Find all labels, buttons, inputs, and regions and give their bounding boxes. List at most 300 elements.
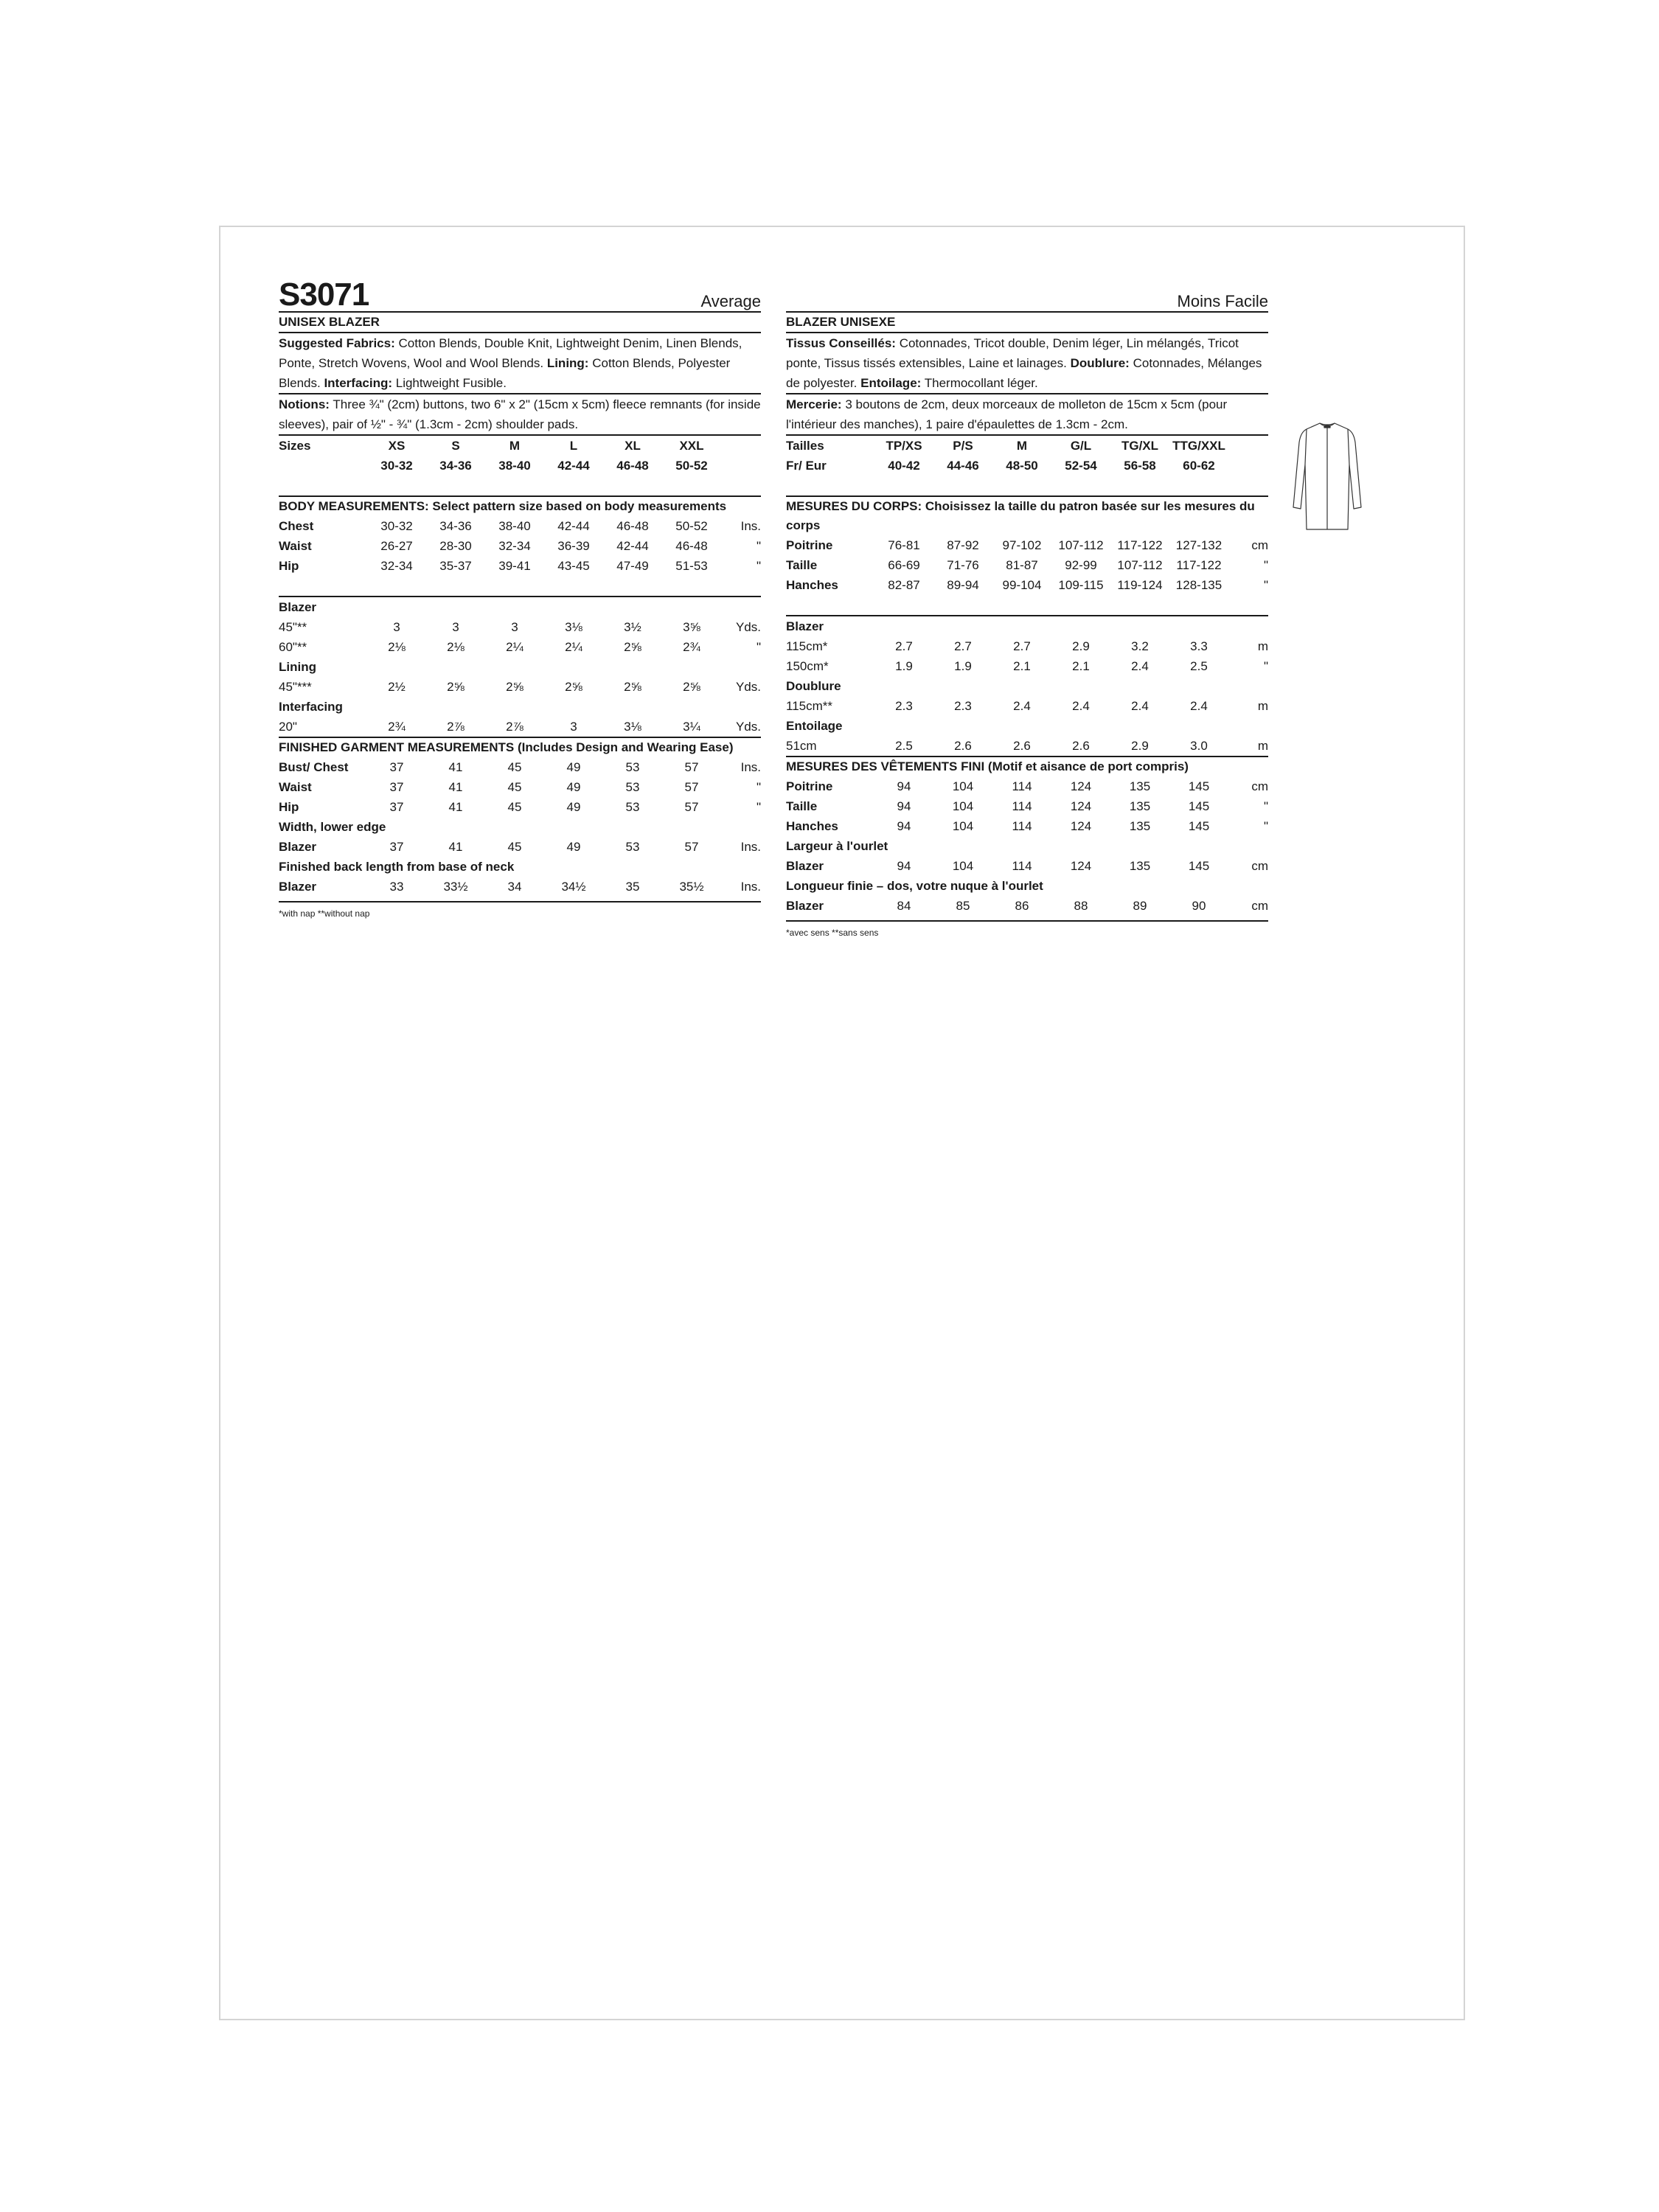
unit: cm [1251, 779, 1268, 793]
table-row [279, 617, 761, 637]
cell-value: 2⅛ [447, 640, 465, 654]
cell-value: 2.3 [895, 699, 913, 713]
finished-measurements-table [279, 757, 761, 817]
unit: Yds. [735, 720, 761, 734]
table-row [279, 717, 761, 737]
cell-value: 2⅝ [683, 680, 700, 694]
garment-title: UNISEX BLAZER [279, 315, 380, 329]
back-length-row [279, 877, 761, 897]
cell-value: 94 [897, 859, 911, 873]
cell-value: 47-49 [616, 559, 649, 573]
table-row [786, 736, 1268, 756]
footnote: *avec sens **sans sens [786, 928, 879, 938]
cell-value: 45 [507, 840, 522, 854]
cell-value: 107-112 [1058, 538, 1104, 552]
lining-yardage-label: Lining [279, 660, 316, 674]
interfacing-label: Entoilage: [860, 376, 922, 390]
cell-value: 38-40 [498, 519, 531, 533]
cell-value: 2.5 [1190, 659, 1208, 673]
cell-value: 34-36 [439, 519, 472, 533]
row-label: Bust/ Chest [279, 760, 349, 774]
fabrics-text: Cotton Blends, Double Knit, Lightweight Denim, Linen Blends, Ponte, Stretch Wovens, Wool and Wool Blends. [279, 336, 742, 370]
back-length-label: Longueur finie – dos, votre nuque à l'ourlet [786, 879, 1043, 893]
lining-yardage-label: Doublure [786, 679, 841, 693]
fabrics-paragraph [279, 333, 761, 393]
cell-value: 145 [1188, 779, 1210, 793]
size-name: P/S [953, 439, 973, 453]
cell-value: 3.3 [1190, 639, 1208, 653]
cell-value: 2⅝ [447, 680, 465, 694]
fabrics-label: Tissus Conseillés: [786, 336, 896, 350]
pattern-code: S3071 [279, 276, 369, 313]
cell-value: 41 [448, 840, 463, 854]
size-name: L [569, 439, 578, 453]
cell-value: 104 [952, 779, 974, 793]
size-ranges-row [279, 456, 761, 476]
row-label: 20" [279, 720, 297, 734]
unit: " [1263, 799, 1268, 813]
row-label: Blazer [279, 840, 317, 854]
cell-value: 114 [1012, 859, 1032, 873]
unit: Ins. [740, 760, 761, 774]
size-name: XXL [679, 439, 704, 453]
cell-value: 2¼ [506, 640, 524, 654]
cell-value: 3⅝ [683, 620, 700, 634]
cell-value: 135 [1129, 779, 1151, 793]
unit: Yds. [735, 680, 761, 694]
cell-value: 3 [511, 620, 518, 634]
sizes-label-eur: Fr/ Eur [786, 459, 827, 473]
cell-value: 99-104 [1002, 578, 1042, 592]
english-header [279, 276, 761, 313]
cell-value: 1.9 [895, 659, 913, 673]
row-label: Hip [279, 800, 299, 814]
cell-value: 86 [1015, 899, 1029, 913]
size-range: 48-50 [1006, 459, 1038, 473]
cell-value: 2.4 [1190, 699, 1208, 713]
cell-value: 127-132 [1175, 538, 1222, 552]
cell-value: 128-135 [1175, 578, 1222, 592]
interfacing-text: Lightweight Fusible. [395, 376, 507, 390]
cell-value: 3⅛ [565, 620, 582, 634]
cell-value: 49 [566, 840, 581, 854]
row-label: 115cm** [786, 699, 832, 713]
unit: cm [1251, 538, 1268, 552]
row-label: Blazer [786, 899, 824, 913]
cell-value: 2.7 [1013, 639, 1031, 653]
unit: Yds. [735, 620, 761, 634]
cell-value: 109-115 [1058, 578, 1104, 592]
row-label: 150cm* [786, 659, 829, 673]
size-range: 30-32 [380, 459, 413, 473]
row-label: Chest [279, 519, 314, 533]
table-row [786, 856, 1268, 876]
cell-value: 2⅝ [624, 680, 641, 694]
cell-value: 32-34 [380, 559, 413, 573]
table-row [279, 777, 761, 797]
cell-value: 53 [625, 800, 640, 814]
row-label: Blazer [786, 859, 824, 873]
cell-value: 94 [897, 799, 911, 813]
sizes-label: Tailles [786, 439, 824, 453]
finished-measurements-heading: FINISHED GARMENT MEASUREMENTS (Includes Design and Wearing Ease) [279, 740, 734, 754]
cell-value: 2¾ [388, 720, 406, 734]
cell-value: 114 [1012, 799, 1032, 813]
cell-value: 3¼ [683, 720, 700, 734]
cell-value: 114 [1012, 819, 1032, 833]
size-range: 40-42 [888, 459, 920, 473]
table-row [279, 516, 761, 536]
row-label: Taille [786, 799, 818, 813]
notions-text: Three ¾" (2cm) buttons, two 6" x 2" (15cm x 5cm) fleece remnants (for inside sleeves), pair of ½" - ¾" (1.3cm - 2cm) shoulder pads. [279, 397, 761, 431]
table-row [279, 536, 761, 556]
back-length-label: Finished back length from base of neck [279, 860, 515, 874]
cell-value: 37 [389, 840, 404, 854]
table-row [786, 636, 1268, 656]
french-header [786, 279, 1268, 311]
cell-value: 37 [389, 760, 404, 774]
cell-value: 2.9 [1072, 639, 1090, 653]
size-name: TP/XS [886, 439, 922, 453]
cell-value: 97-102 [1002, 538, 1042, 552]
row-label: Waist [279, 780, 312, 794]
footnote: *with nap **without nap [279, 908, 370, 919]
cell-value: 88 [1074, 899, 1088, 913]
cell-value: 76-81 [888, 538, 920, 552]
cell-value: 145 [1188, 799, 1210, 813]
cell-value: 42-44 [557, 519, 590, 533]
size-ranges-row [786, 456, 1268, 476]
cell-value: 43-45 [557, 559, 590, 573]
row-label: 60"** [279, 640, 307, 654]
size-range: 52-54 [1065, 459, 1097, 473]
cell-value: 28-30 [439, 539, 472, 553]
sizes-row [786, 436, 1268, 456]
cell-value: 2.7 [895, 639, 913, 653]
cell-value: 114 [1012, 779, 1032, 793]
cell-value: 71-76 [947, 558, 979, 572]
fabrics-label: Suggested Fabrics: [279, 336, 395, 350]
unit: " [756, 539, 761, 553]
unit: Ins. [740, 519, 761, 533]
cell-value: 41 [448, 780, 463, 794]
fabrics-text: Cotonnades, Tricot double, Denim léger, Lin mélangés, Tricot ponte, Tissus tissés extensibles, Laine et lainages. [786, 336, 1239, 370]
row-label: Hanches [786, 819, 838, 833]
unit: Ins. [740, 840, 761, 854]
cell-value: 3.2 [1131, 639, 1149, 653]
table-row [786, 575, 1268, 595]
size-range: 50-52 [675, 459, 708, 473]
cell-value: 51-53 [675, 559, 708, 573]
unit: " [756, 800, 761, 814]
row-label: Waist [279, 539, 312, 553]
size-range: 34-36 [439, 459, 472, 473]
notions-label: Notions: [279, 397, 330, 411]
cell-value: 2.7 [954, 639, 972, 653]
cell-value: 2.9 [1131, 739, 1149, 753]
cell-value: 57 [684, 800, 699, 814]
cell-value: 2.4 [1013, 699, 1031, 713]
row-label: 51cm [786, 739, 817, 753]
interfacing-yardage-label: Interfacing [279, 700, 343, 714]
size-name: XL [625, 439, 641, 453]
cell-value: 84 [897, 899, 911, 913]
interfacing-label: Interfacing: [324, 376, 392, 390]
cell-value: 35-37 [439, 559, 472, 573]
unit: " [756, 780, 761, 794]
cell-value: 42-44 [616, 539, 649, 553]
cell-value: 2⅞ [447, 720, 465, 734]
cell-value: 145 [1188, 859, 1210, 873]
size-range: 44-46 [947, 459, 979, 473]
cell-value: 2⅝ [565, 680, 582, 694]
cell-value: 124 [1070, 819, 1092, 833]
cell-value: 3.0 [1190, 739, 1208, 753]
cell-value: 2⅝ [624, 640, 641, 654]
size-name: M [1016, 439, 1028, 453]
cell-value: 34½ [561, 880, 586, 894]
cell-value: 49 [566, 800, 581, 814]
row-label: Poitrine [786, 538, 833, 552]
cell-value: 46-48 [616, 519, 649, 533]
cell-value: 2⅞ [506, 720, 524, 734]
cell-value: 2¾ [683, 640, 700, 654]
width-row [786, 856, 1268, 876]
cell-value: 135 [1129, 859, 1151, 873]
width-row [279, 837, 761, 857]
cell-value: 2.1 [1072, 659, 1090, 673]
cell-value: 32-34 [498, 539, 531, 553]
cell-value: 90 [1192, 899, 1206, 913]
cell-value: 26-27 [380, 539, 413, 553]
cell-value: 3 [393, 620, 400, 634]
cell-value: 49 [566, 760, 581, 774]
cell-value: 2½ [388, 680, 406, 694]
cell-value: 45 [507, 800, 522, 814]
row-label: 115cm* [786, 639, 828, 653]
cell-value: 89-94 [947, 578, 979, 592]
cell-value: 94 [897, 779, 911, 793]
divider [786, 920, 1268, 922]
row-label: 45"** [279, 620, 307, 634]
unit: " [1263, 659, 1268, 673]
french-column [786, 279, 1268, 941]
cell-value: 53 [625, 780, 640, 794]
cell-value: 37 [389, 780, 404, 794]
cell-value: 33 [389, 880, 404, 894]
body-measurements-table [279, 516, 761, 576]
cell-value: 89 [1133, 899, 1147, 913]
blazer-yardage-label: Blazer [786, 619, 824, 633]
cell-value: 117-122 [1176, 558, 1222, 572]
lining-label: Lining: [546, 356, 589, 370]
table-row [786, 535, 1268, 555]
english-column [279, 276, 761, 922]
cell-value: 82-87 [888, 578, 920, 592]
cell-value: 3½ [624, 620, 641, 634]
cell-value: 104 [952, 819, 974, 833]
cell-value: 66-69 [888, 558, 920, 572]
cell-value: 50-52 [675, 519, 708, 533]
lining-text: Cotonnades, Mélanges de polyester. [786, 356, 1262, 390]
lining-yardage-table [786, 696, 1268, 716]
interfacing-yardage-label: Entoilage [786, 719, 843, 733]
table-row [786, 796, 1268, 816]
cell-value: 2.6 [954, 739, 972, 753]
cell-value: 119-124 [1117, 578, 1163, 592]
cell-value: 57 [684, 780, 699, 794]
table-row [279, 556, 761, 576]
size-range: 60-62 [1183, 459, 1215, 473]
size-name: G/L [1070, 439, 1092, 453]
cell-value: 35 [625, 880, 640, 894]
cell-value: 124 [1070, 779, 1092, 793]
unit: " [756, 640, 761, 654]
row-label: Blazer [279, 880, 317, 894]
cell-value: 104 [952, 859, 974, 873]
notions-paragraph [279, 394, 761, 434]
row-label: Taille [786, 558, 818, 572]
cell-value: 53 [625, 840, 640, 854]
width-lower-edge-label: Width, lower edge [279, 820, 386, 834]
notions-paragraph [786, 394, 1268, 434]
size-name: M [509, 439, 521, 453]
difficulty-level: Moins Facile [1177, 292, 1268, 310]
sizes-label: Sizes [279, 439, 311, 453]
cell-value: 30-32 [380, 519, 413, 533]
fabrics-paragraph [786, 333, 1268, 393]
cell-value: 87-92 [947, 538, 979, 552]
cell-value: 145 [1188, 819, 1210, 833]
sizes-row [279, 436, 761, 456]
table-row [279, 677, 761, 697]
row-label: Hanches [786, 578, 838, 592]
row-label: Hip [279, 559, 299, 573]
blazer-yardage-table [279, 617, 761, 657]
difficulty-level: Average [700, 292, 761, 310]
blazer-back-view-illustration [1292, 420, 1363, 538]
interfacing-text: Thermocollant léger. [924, 376, 1038, 390]
table-row [786, 696, 1268, 716]
unit: m [1257, 699, 1268, 713]
garment-title: BLAZER UNISEXE [786, 315, 896, 329]
size-name: TG/XL [1121, 439, 1159, 453]
finished-measurements-table [786, 776, 1268, 836]
cell-value: 41 [448, 760, 463, 774]
unit: m [1257, 639, 1268, 653]
size-name: S [451, 439, 460, 453]
size-range: 56-58 [1124, 459, 1156, 473]
cell-value: 2.3 [954, 699, 972, 713]
cell-value: 36-39 [557, 539, 590, 553]
cell-value: 33½ [443, 880, 468, 894]
cell-value: 92-99 [1065, 558, 1097, 572]
cell-value: 81-87 [1006, 558, 1038, 572]
cell-value: 3 [452, 620, 459, 634]
width-lower-edge-label: Largeur à l'ourlet [786, 839, 888, 853]
table-row [279, 877, 761, 897]
cell-value: 104 [952, 799, 974, 813]
cell-value: 2⅛ [388, 640, 406, 654]
row-label: 45"*** [279, 680, 312, 694]
cell-value: 85 [956, 899, 970, 913]
table-row [279, 637, 761, 657]
lining-text: Cotton Blends, Polyester Blends. [279, 356, 731, 390]
cell-value: 2.1 [1013, 659, 1031, 673]
blazer-yardage-table [786, 636, 1268, 676]
divider [279, 901, 761, 902]
cell-value: 53 [625, 760, 640, 774]
cell-value: 117-122 [1117, 538, 1163, 552]
lining-label: Doublure: [1070, 356, 1130, 370]
cell-value: 37 [389, 800, 404, 814]
cell-value: 3⅛ [624, 720, 641, 734]
size-range: 46-48 [616, 459, 649, 473]
cell-value: 94 [897, 819, 911, 833]
cell-value: 57 [684, 760, 699, 774]
cell-value: 107-112 [1117, 558, 1163, 572]
table-row [786, 816, 1268, 836]
cell-value: 34 [507, 880, 522, 894]
unit: " [756, 559, 761, 573]
unit: " [1263, 819, 1268, 833]
size-name: TTG/XXL [1172, 439, 1225, 453]
cell-value: 135 [1129, 799, 1151, 813]
table-row [786, 555, 1268, 575]
cell-value: 46-48 [675, 539, 708, 553]
cell-value: 124 [1070, 799, 1092, 813]
unit: " [1263, 558, 1268, 572]
cell-value: 2.5 [895, 739, 913, 753]
cell-value: 2.4 [1072, 699, 1090, 713]
unit: " [1263, 578, 1268, 592]
cell-value: 35½ [679, 880, 704, 894]
body-measurements-heading: MESURES DU CORPS: Choisissez la taille du patron basée sur les mesures du corps [786, 499, 1255, 532]
size-name: XS [388, 439, 406, 453]
cell-value: 41 [448, 800, 463, 814]
table-row [786, 896, 1268, 916]
interfacing-yardage-table [786, 736, 1268, 756]
cell-value: 3 [570, 720, 577, 734]
cell-value: 2.4 [1131, 699, 1149, 713]
notions-text: 3 boutons de 2cm, deux morceaux de molleton de 15cm x 5cm (pour l'intérieur des manches), 1 paire d'épaulettes de 1.3cm - 2cm. [786, 397, 1228, 431]
cell-value: 49 [566, 780, 581, 794]
body-measurements-table [786, 535, 1268, 595]
unit: cm [1251, 859, 1268, 873]
table-row [279, 837, 761, 857]
cell-value: 2.6 [1013, 739, 1031, 753]
cell-value: 2¼ [565, 640, 582, 654]
table-row [786, 656, 1268, 676]
table-row [279, 757, 761, 777]
cell-value: 2.6 [1072, 739, 1090, 753]
cell-value: 39-41 [498, 559, 531, 573]
row-label: Poitrine [786, 779, 833, 793]
unit: cm [1251, 899, 1268, 913]
size-range: 38-40 [498, 459, 531, 473]
table-row [279, 797, 761, 817]
cell-value: 2⅝ [506, 680, 524, 694]
cell-value: 57 [684, 840, 699, 854]
cell-value: 135 [1129, 819, 1151, 833]
unit: m [1257, 739, 1268, 753]
cell-value: 124 [1070, 859, 1092, 873]
cell-value: 2.4 [1131, 659, 1149, 673]
finished-measurements-heading: MESURES DES VÊTEMENTS FINI (Motif et aisance de port compris) [786, 759, 1189, 773]
cell-value: 1.9 [954, 659, 972, 673]
lining-yardage-table [279, 677, 761, 697]
back-length-row [786, 896, 1268, 916]
